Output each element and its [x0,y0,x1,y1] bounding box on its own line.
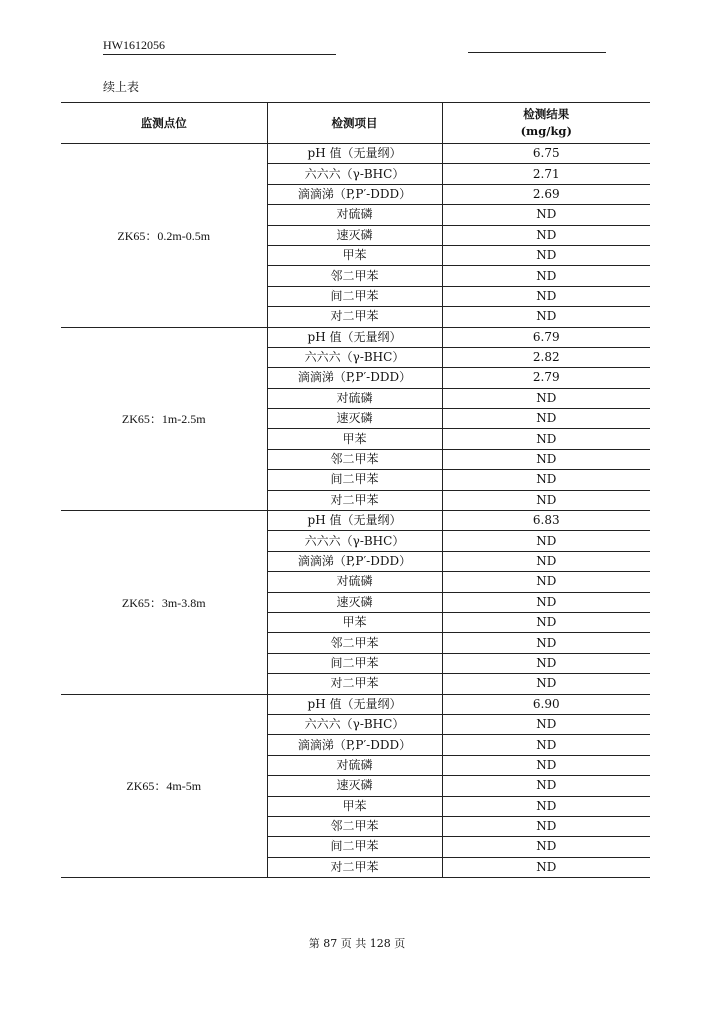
test-item-cell: 六六六（γ-BHC） [267,347,442,367]
table-row [61,327,650,347]
sampling-point-cell: ZK65：3m-3.8m [61,511,267,695]
column-header-point: 监测点位 [61,103,267,144]
result-value-cell: ND [442,796,650,816]
result-value-cell: ND [442,653,650,673]
test-item-cell: 对硫磷 [267,755,442,775]
result-value-cell: ND [442,429,650,449]
test-item-cell: 邻二甲苯 [267,266,442,286]
table-caption: 续上表 [103,80,140,94]
test-item-cell: 邻二甲苯 [267,633,442,653]
result-value-cell: 6.83 [442,511,650,531]
result-value-cell: ND [442,714,650,734]
test-item-cell: pH 值（无量纲） [267,511,442,531]
sampling-point-cell: ZK65：0.2m-0.5m [61,144,267,328]
table-row [61,694,650,714]
test-item-cell: 邻二甲苯 [267,449,442,469]
test-item-cell: 邻二甲苯 [267,816,442,836]
result-value-cell: 2.71 [442,164,650,184]
test-item-cell: 滴滴涕（P,P′-DDD） [267,368,442,388]
table-row [61,144,650,164]
result-value-cell: ND [442,449,650,469]
result-value-cell: ND [442,612,650,632]
result-value-cell: ND [442,572,650,592]
result-value-cell: ND [442,837,650,857]
test-item-cell: 间二甲苯 [267,837,442,857]
test-item-cell: 滴滴涕（P,P′-DDD） [267,735,442,755]
test-item-cell: 甲苯 [267,245,442,265]
test-item-cell: 速灭磷 [267,592,442,612]
result-value-cell: 6.90 [442,694,650,714]
result-value-cell: ND [442,857,650,877]
result-value-cell: ND [442,633,650,653]
result-value-cell: ND [442,674,650,694]
result-value-cell: ND [442,388,650,408]
test-item-cell: 对二甲苯 [267,857,442,877]
result-value-cell: ND [442,592,650,612]
test-item-cell: 对硫磷 [267,205,442,225]
test-item-cell: 间二甲苯 [267,286,442,306]
result-value-cell: ND [442,266,650,286]
header-rule [468,52,606,53]
result-value-cell: 2.79 [442,368,650,388]
table-body [61,144,650,878]
table-header-row [61,103,650,144]
result-value-cell: ND [442,816,650,836]
table-row [61,511,650,531]
test-item-cell: 对二甲苯 [267,307,442,327]
column-header-item: 检测项目 [267,103,442,144]
report-number: HW1612056 [103,38,336,55]
test-item-cell: 间二甲苯 [267,470,442,490]
test-item-cell: 对硫磷 [267,388,442,408]
test-item-cell: pH 值（无量纲） [267,694,442,714]
test-item-cell: pH 值（无量纲） [267,144,442,164]
result-value-cell: 2.69 [442,184,650,204]
page-number: 第 87 页 共 128 页 [308,937,406,950]
result-value-cell: ND [442,225,650,245]
test-item-cell: 滴滴涕（P,P′-DDD） [267,184,442,204]
test-item-cell: 对二甲苯 [267,674,442,694]
test-item-cell: 甲苯 [267,612,442,632]
result-value-cell: ND [442,490,650,510]
test-item-cell: 甲苯 [267,429,442,449]
result-value-cell: ND [442,205,650,225]
result-value-cell: ND [442,531,650,551]
result-value-cell: 6.75 [442,144,650,164]
test-item-cell: 速灭磷 [267,409,442,429]
test-item-cell: 滴滴涕（P,P′-DDD） [267,551,442,571]
test-item-cell: 对硫磷 [267,572,442,592]
result-value-cell: ND [442,551,650,571]
result-value-cell: ND [442,776,650,796]
test-item-cell: 六六六（γ-BHC） [267,164,442,184]
result-value-cell: ND [442,755,650,775]
result-value-cell: 2.82 [442,347,650,367]
result-value-cell: ND [442,307,650,327]
sampling-point-cell: ZK65：1m-2.5m [61,327,267,511]
result-value-cell: ND [442,409,650,429]
test-item-cell: 六六六（γ-BHC） [267,531,442,551]
results-table [61,102,650,878]
test-item-cell: 甲苯 [267,796,442,816]
result-value-cell: ND [442,735,650,755]
result-value-cell: 6.79 [442,327,650,347]
result-value-cell: ND [442,245,650,265]
test-item-cell: 速灭磷 [267,776,442,796]
sampling-point-cell: ZK65：4m-5m [61,694,267,878]
result-value-cell: ND [442,470,650,490]
column-header-result [442,103,650,144]
test-item-cell: pH 值（无量纲） [267,327,442,347]
test-item-cell: 间二甲苯 [267,653,442,673]
test-item-cell: 速灭磷 [267,225,442,245]
test-item-cell: 六六六（γ-BHC） [267,714,442,734]
result-value-cell: ND [442,286,650,306]
test-item-cell: 对二甲苯 [267,490,442,510]
column-header-result-unit: (mg/kg) [520,124,572,138]
column-header-result-label: 检测结果 [523,107,570,121]
